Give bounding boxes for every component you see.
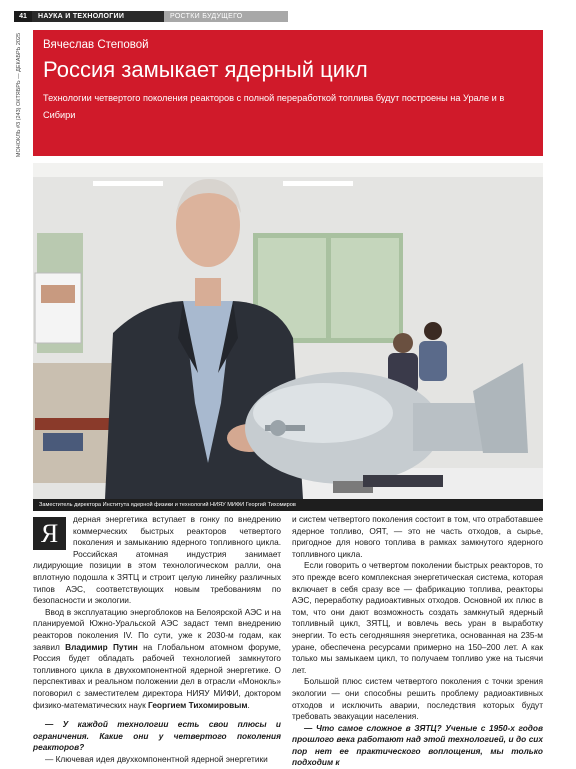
paragraph-text: дерная энергетика вступает в гонку по внедрению коммерческих быстрых реакторов четвертого поколения и замыканию ядерного топливного цикла. Российская атомная индустрия занимает лидирующие позиции в этом технологическом ралли, она вплотную подошла к ЗЯТЦ и строит целую линейку различных типов АЭС, соответствующих новым требованиям по безопасности и экологии. [33, 514, 281, 606]
interview-question: — У каждой технологии есть свои плюсы и ограничения. Какие они у четвертого поколения реакторов? [33, 719, 281, 753]
paragraph-text: . [247, 699, 250, 710]
paragraph [33, 607, 281, 711]
expert-name: Георгием Тихомировым [148, 699, 248, 710]
headline-block [33, 30, 543, 156]
paragraph: Большой плюс систем четвертого поколения с точки зрения экологии — они способны решить проблему радиоактивных отходов и исключить аварии, последствия которых будут требовать эвакуации населения. [292, 676, 543, 722]
text-column-right [292, 514, 543, 769]
paragraph: и систем четвертого поколения состоит в том, что отработавшее ядерное топливо, ОЯТ, — это не часть отходов, а сырье, пригодное для нового топлива в рамках замкнутого ядерного топливного цикла. [292, 514, 543, 559]
photo-caption: Заместитель директора Института ядерной физики и технологий НИЯУ МИФИ Георгий Тихомиров [33, 499, 543, 511]
issue-text: МОНОКЛЬ #3 (243) ОКТЯБРЬ — ДЕКАБРЬ 2025 [15, 32, 22, 158]
article-photo [33, 163, 543, 499]
paragraph-text: Ввод в эксплуатацию энергоблоков на Белоярской АЭС и на планируемой Южно-Уральской АЭС задаст темп внедрению реакторов поколения IV. По сути, уже к 2030-м годам, как заявил [33, 606, 281, 652]
section-header-bar [14, 11, 288, 22]
paragraph-text: на Глобальном атомном форуме, Россия будет обладать рабочей технологией замкнутого топливного цикла в двухкомпонентной ядерной энергетике. О перспективах и реальном положении дел в отрасли «Монокль» поговорил с заместителем директора НИЯУ МИФИ, доктором физико-математических наук [33, 641, 281, 710]
paragraph: — Ключевая идея двухкомпонентной ядерной энергетики [45, 753, 268, 764]
paragraph: Если говорить о четвертом поколении быстрых реакторов, то это прежде всего комплексная энергетическая система, которая включает в себя сразу все — фабрикацию топлива, реакторы АЭС, переработку радиоактивных отходов. Основной их плюс в том, что они дают возможность создать замкнутый ядерный топливный цикл, ЗЯТЦ, и вовлечь весь уран в выработку энергии. То есть сегодняшняя энергетика, основанная на 235-м уране, обеспечена ресурсами примерно на 150–200 лет. А как только мы замыкаем цикл, то получаем топливо уже на тысячи лет. [292, 560, 543, 675]
interview-question: — Что самое сложное в ЗЯТЦ? Ученые с 1950-х годов прошлого века работают над этой технологией, и до сих пор нет ее практического воплощения, мы только подходим к [292, 722, 543, 768]
person-name: Владимир Путин [65, 641, 138, 652]
drop-cap: Я [33, 517, 66, 550]
page-number: 41 [14, 11, 32, 22]
section-label: НАУКА И ТЕХНОЛОГИИ [32, 11, 164, 22]
article-title: Россия замыкает ядерный цикл [43, 57, 368, 82]
issue-vertical-label [13, 30, 24, 160]
article-lead: Технологии четвертого поколения реакторов с полной переработкой топлива будут построены на Урале и в Сибири [43, 93, 505, 120]
text-column-left [33, 514, 281, 765]
paragraph [33, 514, 281, 607]
subsection-label: РОСТКИ БУДУЩЕГО [164, 11, 288, 22]
photo-illustration [33, 163, 543, 499]
article-author: Вячеслав Степовой [43, 39, 149, 51]
